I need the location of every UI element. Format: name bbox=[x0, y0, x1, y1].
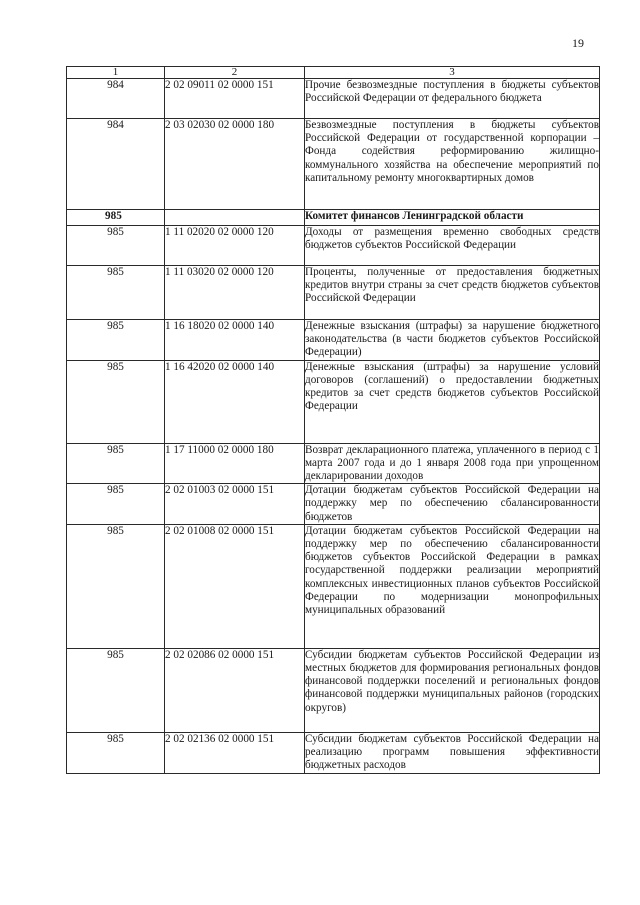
page-number: 19 bbox=[572, 36, 584, 50]
admin-code-cell: 984 bbox=[67, 119, 165, 210]
description-cell: Денежные взыскания (штрафы) за нарушение бюджетного законодательства (в части бюджетов субъектов Российской Федерации) bbox=[305, 320, 599, 359]
table-row bbox=[67, 79, 600, 119]
description-cell: Комитет финансов Ленинградской области bbox=[305, 210, 600, 226]
description-cell: Субсидии бюджетам субъектов Российской Федерации из местных бюджетов для формирования региональных фондов финансовой поддержки поселений и региональных фондов финансовой поддержки муниципальных районов (городских округов) bbox=[305, 648, 600, 732]
table-header-row bbox=[67, 67, 600, 79]
admin-code-cell: 985 bbox=[67, 320, 165, 361]
income-code-cell: 2 02 01003 02 0000 151 bbox=[165, 484, 305, 525]
description-cell: Субсидии бюджетам субъектов Российской Федерации на реализацию программ повышения эффективности бюджетных расходов bbox=[305, 732, 600, 773]
description-cell: Возврат декларационного платежа, уплаченного в период с 1 марта 2007 года и до 1 января 2008 года при упрощенном декларировании доходов bbox=[305, 443, 599, 483]
table-row bbox=[67, 732, 600, 773]
admin-code-cell: 985 bbox=[67, 443, 165, 484]
admin-code-cell: 985 bbox=[67, 210, 165, 226]
description-cell: Дотации бюджетам субъектов Российской Федерации на поддержку мер по обеспечению сбалансированности бюджетов субъектов Российской Федерации в рамках государственной поддержки реализации мероприятий комплексных инвестиционных планов субъектов Российской Федерации по модернизации монопрофильных муниципальных образований bbox=[305, 524, 600, 648]
description-cell: Дотации бюджетам субъектов Российской Федерации на поддержку мер по обеспечению сбалансированности бюджетов bbox=[305, 484, 599, 523]
admin-code-cell: 985 bbox=[67, 484, 165, 525]
description-cell: Безвозмездные поступления в бюджеты субъектов Российской Федерации от государственной корпорации – Фонда содействия реформированию жилищно-коммунального хозяйства на обеспечение мероприятий по капитальному ремонту многоквартирных домов bbox=[305, 119, 600, 210]
income-code-cell: 1 11 03020 02 0000 120 bbox=[165, 266, 305, 320]
admin-code-cell: 985 bbox=[67, 226, 165, 266]
income-code-cell: 2 02 02136 02 0000 151 bbox=[165, 732, 305, 773]
admin-code-cell: 984 bbox=[67, 79, 165, 119]
admin-code-cell: 985 bbox=[67, 266, 165, 320]
income-code-cell bbox=[165, 210, 305, 226]
admin-code-cell: 985 bbox=[67, 524, 165, 648]
income-code-cell: 2 02 02086 02 0000 151 bbox=[165, 648, 305, 732]
table-row bbox=[67, 484, 600, 525]
description-cell: Прочие безвозмездные поступления в бюджеты субъектов Российской Федерации от федерального бюджета bbox=[305, 79, 600, 119]
table-row bbox=[67, 360, 600, 443]
income-code-cell: 1 17 11000 02 0000 180 bbox=[165, 443, 305, 484]
column-header-code: 2 bbox=[165, 67, 305, 79]
income-code-cell: 1 11 02020 02 0000 120 bbox=[165, 226, 305, 266]
column-header-description: 3 bbox=[305, 67, 600, 79]
table-row bbox=[67, 443, 600, 484]
table-row bbox=[67, 648, 600, 732]
description-cell: Доходы от размещения временно свободных средств бюджетов субъектов Российской Федерации bbox=[305, 226, 600, 266]
income-code-cell: 1 16 18020 02 0000 140 bbox=[165, 320, 305, 361]
revenue-codes-table bbox=[66, 66, 600, 774]
table-row bbox=[67, 119, 600, 210]
income-code-cell: 2 02 09011 02 0000 151 bbox=[165, 79, 305, 119]
table-row bbox=[67, 320, 600, 361]
income-code-cell: 2 03 02030 02 0000 180 bbox=[165, 119, 305, 210]
table-body bbox=[67, 79, 600, 774]
description-cell: Проценты, полученные от предоставления бюджетных кредитов внутри страны за счет средств бюджетов субъектов Российской Федерации bbox=[305, 266, 600, 320]
table-row bbox=[67, 524, 600, 648]
income-code-cell: 2 02 01008 02 0000 151 bbox=[165, 524, 305, 648]
income-code-cell: 1 16 42020 02 0000 140 bbox=[165, 360, 305, 443]
table-row bbox=[67, 266, 600, 320]
admin-code-cell: 985 bbox=[67, 732, 165, 773]
admin-code-cell: 985 bbox=[67, 648, 165, 732]
table-section-row bbox=[67, 210, 600, 226]
column-header-admin: 1 bbox=[67, 67, 165, 79]
description-cell: Денежные взыскания (штрафы) за нарушение условий договоров (соглашений) о предоставлении бюджетных кредитов за счет средств бюджетов субъектов Российской Федерации bbox=[305, 360, 600, 443]
admin-code-cell: 985 bbox=[67, 360, 165, 443]
table-row bbox=[67, 226, 600, 266]
